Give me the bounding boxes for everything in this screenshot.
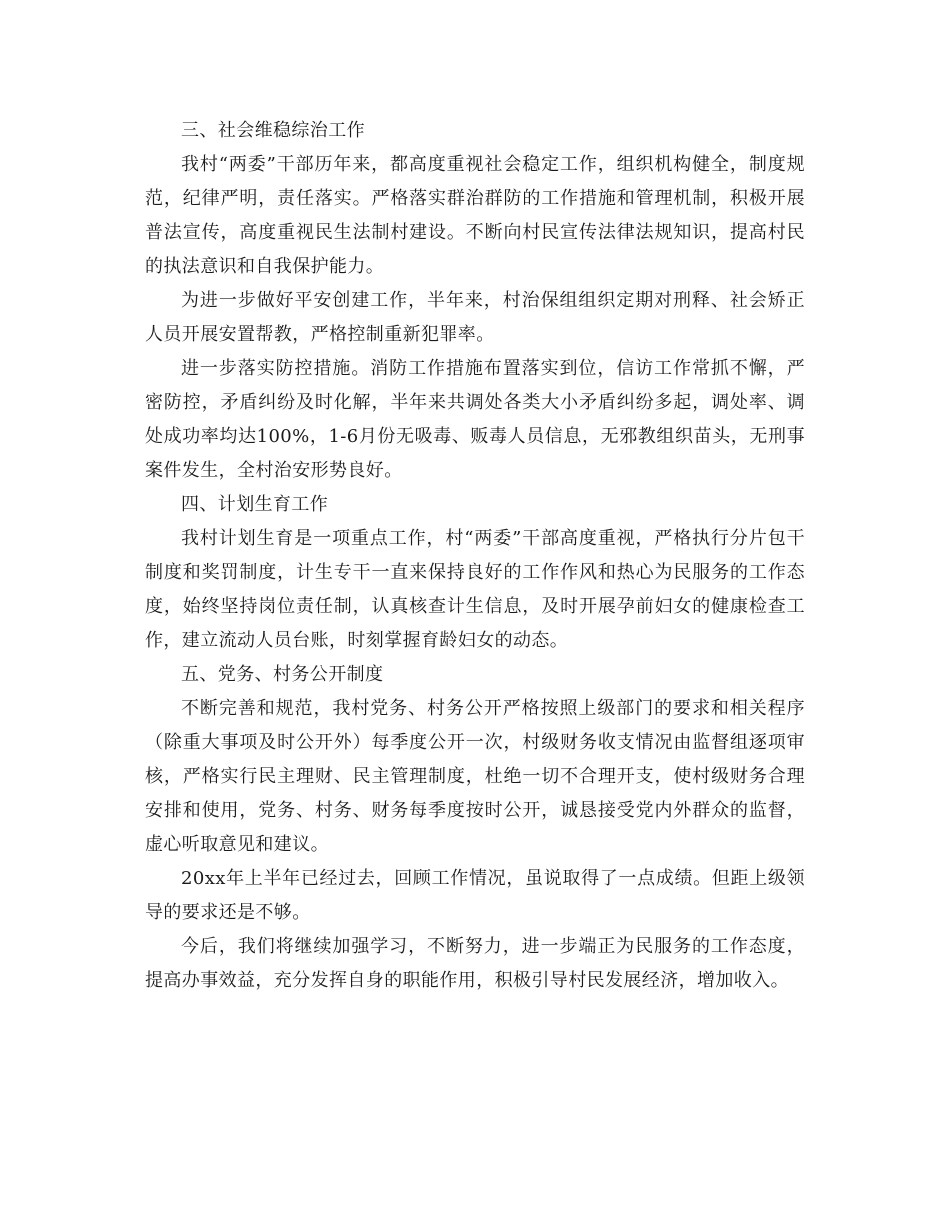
document-body	[145, 114, 805, 998]
paragraph: 我村“两委”干部历年来，都高度重视社会稳定工作，组织机构健全，制度规范，纪律严明，责任落实。严格落实群治群防的工作措施和管理机制，积极开展普法宣传，高度重视民生法制村建设。不断向村民宣传法律法规知识，提高村民的执法意识和自我保护能力。	[145, 154, 805, 277]
paragraph: 进一步落实防控措施。消防工作措施布置落实到位，信访工作常抓不懈，严密防控，矛盾纠纷及时化解，半年来共调处各类大小矛盾纠纷多起，调处率、调处成功率均达100%，1-6月份无吸毒、贩毒人员信息，无邪教组织苗头，无刑事案件发生，全村治安形势良好。	[145, 358, 805, 481]
section-heading-3: 三、社会维稳综治工作	[181, 120, 365, 141]
paragraph: 为进一步做好平安创建工作，半年来，村治保组组织定期对刑释、社会矫正人员开展安置帮教，严格控制重新犯罪率。	[145, 290, 805, 345]
paragraph: 20xx年上半年已经过去，回顾工作情况，虽说取得了一点成绩。但距上级领导的要求还是不够。	[145, 868, 805, 923]
paragraph: 今后，我们将继续加强学习，不断努力，进一步端正为民服务的工作态度，提高办事效益，充分发挥自身的职能作用，积极引导村民发展经济，增加收入。	[145, 936, 805, 991]
paragraph: 我村计划生育是一项重点工作，村“两委”干部高度重视，严格执行分片包干制度和奖罚制度，计生专干一直来保持良好的工作作风和热心为民服务的工作态度，始终坚持岗位责任制，认真核查计生信息，及时开展孕前妇女的健康检查工作，建立流动人员台账，时刻掌握育龄妇女的动态。	[145, 528, 805, 651]
section-heading-5: 五、党务、村务公开制度	[181, 664, 384, 685]
paragraph: 不断完善和规范，我村党务、村务公开严格按照上级部门的要求和相关程序（除重大事项及时公开外）每季度公开一次，村级财务收支情况由监督组逐项审核，严格实行民主理财、民主管理制度，杜绝一切不合理开支，使村级财务合理安排和使用，党务、村务、财务每季度按时公开，诚恳接受党内外群众的监督，虚心听取意见和建议。	[145, 698, 805, 855]
section-heading-4: 四、计划生育工作	[181, 494, 329, 515]
